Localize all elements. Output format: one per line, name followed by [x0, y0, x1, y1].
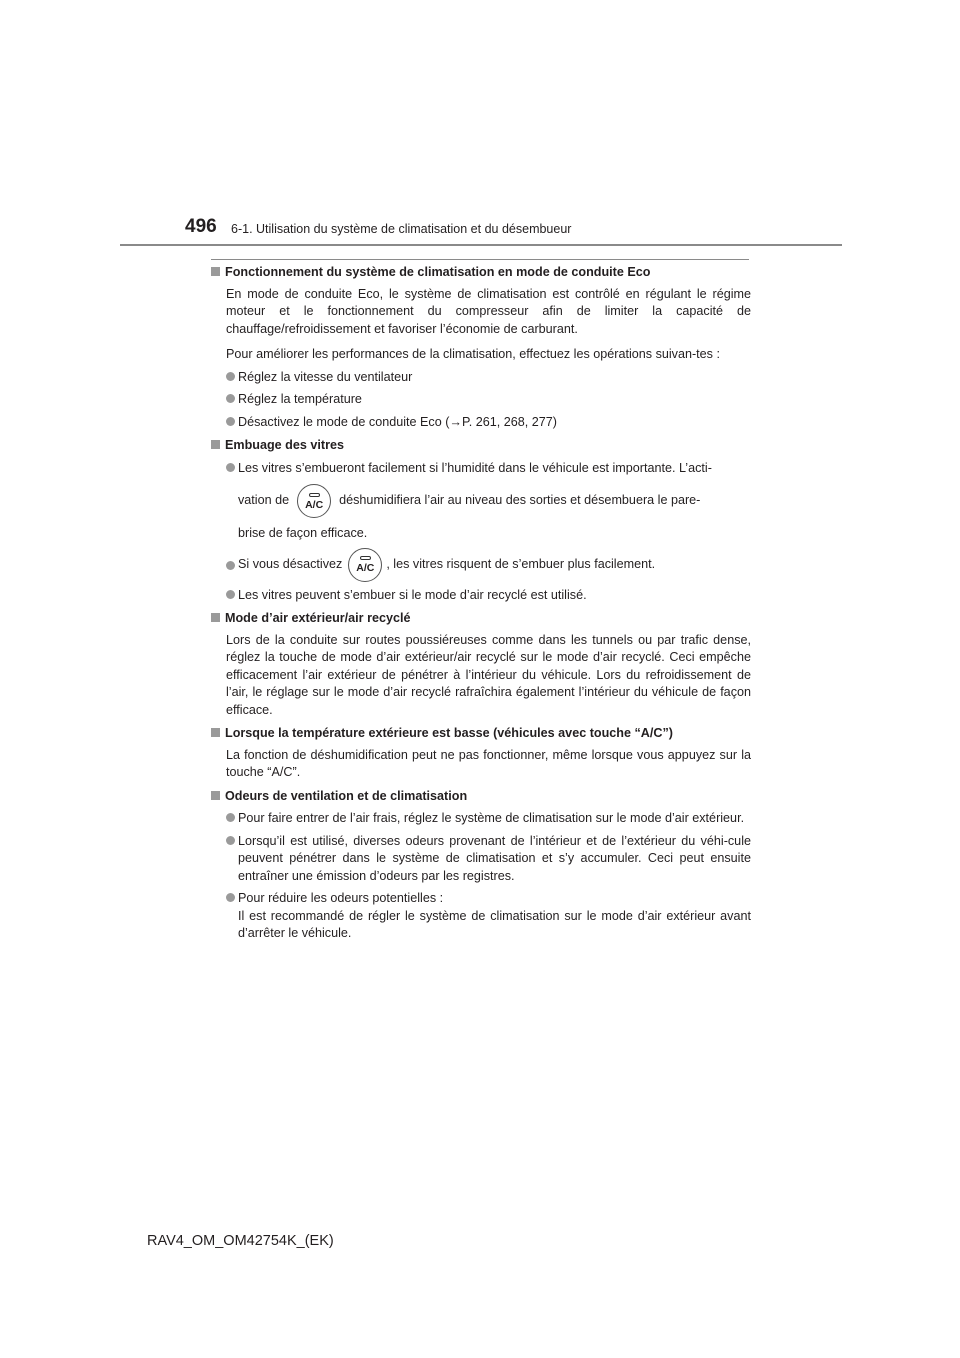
ac-button-icon: A/C	[348, 548, 382, 582]
list-item	[211, 548, 751, 582]
round-bullet-icon	[226, 561, 235, 570]
heading-eco: Fonctionnement du système de climatisation en mode de conduite Eco	[211, 264, 751, 282]
indicator-light-icon	[309, 493, 320, 497]
round-bullet-icon	[226, 893, 235, 902]
ac-inline-line: vation de A/C déshumidifiera l’air au niveau des sorties et désembuera le pare-	[238, 484, 751, 518]
list-item: Réglez la vitesse du ventilateur	[211, 369, 751, 387]
page-content	[211, 264, 751, 943]
round-bullet-icon	[226, 417, 235, 426]
eco-paragraph-2: Pour améliorer les performances de la climatisation, effectuez les opérations suivan-tes :	[226, 347, 720, 361]
list-item: Réglez la température	[211, 391, 751, 409]
eco-paragraph-1: En mode de conduite Eco, le système de climatisation est contrôlé en régulant le régime moteur et le fonctionnement du compresseur afin de limiter la capacité de chauffage/refroidissement et favoriser l’économie de carburant.	[226, 286, 751, 336]
list-item: Les vitres s’embueront facilement si l’humidité dans le véhicule est importante. L’acti- vation de A/C déshumidifiera l’air au niveau des sorties et désembuera le pare- brise de façon efficace.	[211, 460, 751, 543]
square-bullet-icon	[211, 267, 220, 276]
list-item: Désactivez le mode de conduite Eco (→P. 261, 268, 277)	[211, 414, 751, 432]
header-rule	[120, 244, 842, 246]
round-bullet-icon	[226, 590, 235, 599]
heading-air-mode: Mode d’air extérieur/air recyclé	[211, 610, 751, 628]
heading-fog: Embuage des vitres	[211, 437, 751, 455]
round-bullet-icon	[226, 394, 235, 403]
indicator-light-icon	[360, 556, 371, 560]
section-title: 6-1. Utilisation du système de climatisation et du désembueur	[231, 222, 572, 236]
list-item: Pour réduire les odeurs potentielles : Il est recommandé de régler le système de climatisation sur le mode d’air extérieur avant d’arrêter le véhicule.	[211, 890, 751, 943]
heading-odors: Odeurs de ventilation et de climatisation	[211, 788, 751, 806]
ac-inline-line: Si vous désactivez A/C , les vitres risquent de s’embuer plus facilement.	[238, 548, 751, 582]
air-mode-paragraph: Lors de la conduite sur routes poussiéreuses comme dans les tunnels ou par trafic dense, réglez la touche de mode d’air extérieur/air recyclé sur le mode d’air recyclé. Ceci empêche efficacement l’air extérieur de pénétrer à l’intérieur du véhicule. Lors du refroidissement de l’air, le réglage sur le mode d’air recyclé rafraîchira également l’intérieur du véhicule de façon efficace.	[226, 632, 751, 717]
list-item: Lorsqu’il est utilisé, diverses odeurs provenant de l’intérieur et de l’extérieur du véhi-cule peuvent pénétrer dans le système de climatisation et s’y accumuler. Ceci peut ensuite entraîner une émission d’odeurs par les registres.	[211, 833, 751, 886]
ac-button-icon: A/C	[297, 484, 331, 518]
round-bullet-icon	[226, 836, 235, 845]
heading-low-temp: Lorsque la température extérieure est basse (véhicules avec touche “A/C”)	[211, 725, 751, 743]
list-item: Pour faire entrer de l’air frais, réglez le système de climatisation sur le mode d’air extérieur.	[211, 810, 751, 828]
round-bullet-icon	[226, 813, 235, 822]
round-bullet-icon	[226, 463, 235, 472]
page-number: 496	[185, 216, 217, 237]
square-bullet-icon	[211, 791, 220, 800]
round-bullet-icon	[226, 372, 235, 381]
content-rule	[211, 259, 749, 260]
square-bullet-icon	[211, 613, 220, 622]
low-temp-paragraph: La fonction de déshumidification peut ne pas fonctionner, même lorsque vous appuyez sur la touche “A/C”.	[226, 747, 751, 779]
list-item: Les vitres peuvent s’embuer si le mode d’air recyclé est utilisé.	[211, 587, 751, 605]
square-bullet-icon	[211, 440, 220, 449]
document-code: RAV4_OM_OM42754K_(EK)	[147, 1233, 334, 1249]
square-bullet-icon	[211, 728, 220, 737]
